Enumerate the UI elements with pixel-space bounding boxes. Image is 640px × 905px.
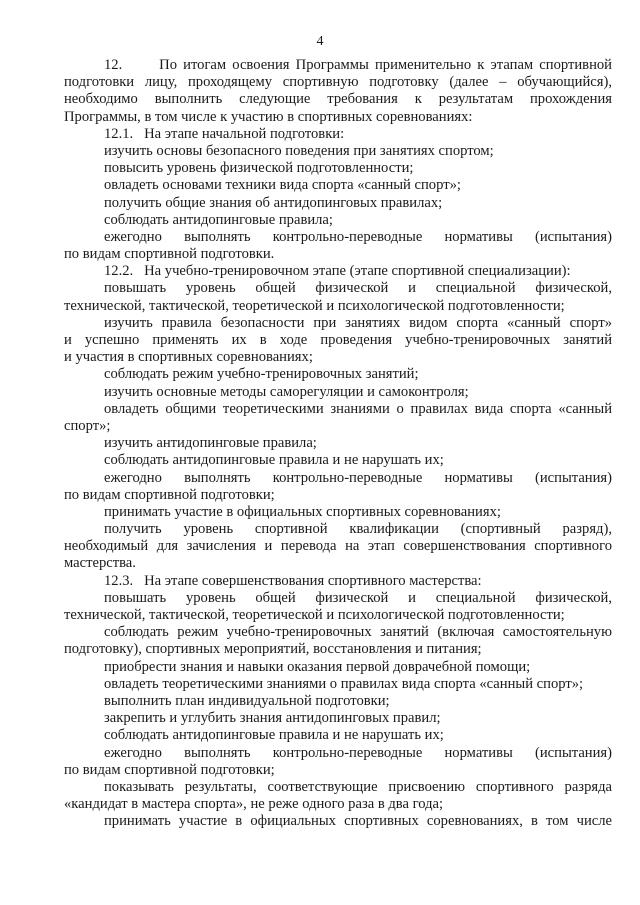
- text-line: изучить антидопинговые правила;: [104, 435, 317, 452]
- text-line: выполнить план индивидуальной подготовки;: [104, 692, 390, 709]
- text-line: необходимый для зачисления и перевода на этап совершенствования спортивного: [64, 538, 612, 555]
- text-line: принимать участие в официальных спортивных соревнованиях, в том числе: [104, 813, 612, 830]
- text-line: «кандидат в мастера спорта», не реже одного раза в два года;: [64, 796, 444, 813]
- text-line: овладеть теоретическими знаниями о правилах вида спорта «санный спорт»;: [104, 675, 584, 692]
- text-line: подготовки лицу, проходящему спортивную подготовку (далее – обучающийся),: [64, 74, 612, 91]
- text-line: 12.3. На этапе совершенствования спортивного мастерства:: [104, 572, 482, 589]
- text-line: повышать уровень общей физической и специальной физической,: [104, 589, 612, 606]
- text-line: 12.2. На учебно-тренировочном этапе (этапе спортивной специализации):: [104, 263, 571, 280]
- text-line: ежегодно выполнять контрольно-переводные нормативы (испытания): [104, 228, 612, 245]
- text-line: закрепить и углубить знания антидопинговых правил;: [104, 710, 441, 727]
- text-line: спорт»;: [64, 417, 111, 434]
- text-line: технической, тактической, теоретической и психологической подготовленности;: [64, 297, 565, 314]
- text-line: подготовку), спортивных мероприятий, восстановления и питания;: [64, 641, 482, 658]
- text-line: необходимо выполнить следующие требования к результатам прохождения: [64, 91, 612, 108]
- text-line: изучить правила безопасности при занятиях видом спорта «санный спорт»: [104, 314, 612, 331]
- text-line: ежегодно выполнять контрольно-переводные нормативы (испытания): [104, 469, 612, 486]
- text-line: 12. По итогам освоения Программы применительно к этапам спортивной: [104, 57, 612, 73]
- text-line: овладеть общими теоретическими знаниями о правилах вида спорта «санный: [104, 400, 612, 417]
- text-line: показывать результаты, соответствующие присвоению спортивного разряда: [104, 778, 612, 795]
- text-line: 12.1. На этапе начальной подготовки:: [104, 125, 345, 142]
- text-line: приобрести знания и навыки оказания первой доврачебной помощи;: [104, 658, 531, 675]
- text-line: изучить основные методы саморегуляции и самоконтроля;: [104, 383, 469, 400]
- text-line: изучить основы безопасного поведения при занятиях спортом;: [104, 142, 494, 159]
- text-line: получить общие знания об антидопинговых правилах;: [104, 194, 443, 211]
- text-line: технической, тактической, теоретической и психологической подготовленности;: [64, 607, 565, 623]
- text-line: и участия в спортивных соревнованиях;: [64, 349, 313, 366]
- text-line: соблюдать антидопинговые правила;: [104, 211, 333, 228]
- text-line: по видам спортивной подготовки;: [64, 761, 275, 778]
- text-line: овладеть основами техники вида спорта «санный спорт»;: [104, 177, 461, 194]
- text-line: Программы, в том числе к участию в спортивных соревнованиях:: [64, 108, 473, 125]
- document-body: [64, 57, 612, 830]
- page-number: 4: [316, 34, 324, 49]
- text-line: мастерства.: [64, 555, 136, 572]
- text-line: повысить уровень физической подготовленности;: [104, 160, 414, 177]
- text-line: получить уровень спортивной квалификации (спортивный разряд),: [104, 521, 612, 538]
- text-line: ежегодно выполнять контрольно-переводные нормативы (испытания): [104, 744, 612, 761]
- text-line: повышать уровень общей физической и специальной физической,: [104, 280, 612, 297]
- text-line: соблюдать режим учебно-тренировочных занятий;: [104, 366, 419, 383]
- text-line: соблюдать антидопинговые правила и не нарушать их;: [104, 452, 444, 469]
- text-line: принимать участие в официальных спортивных соревнованиях;: [104, 503, 501, 520]
- text-line: по видам спортивной подготовки.: [64, 246, 275, 263]
- text-line: по видам спортивной подготовки;: [64, 486, 275, 503]
- text-line: соблюдать антидопинговые правила и не нарушать их;: [104, 727, 444, 744]
- text-line: и успешно применять их в ходе проведения учебно-тренировочных занятий: [64, 332, 612, 348]
- text-line: соблюдать режим учебно-тренировочных занятий (включая самостоятельную: [104, 624, 612, 641]
